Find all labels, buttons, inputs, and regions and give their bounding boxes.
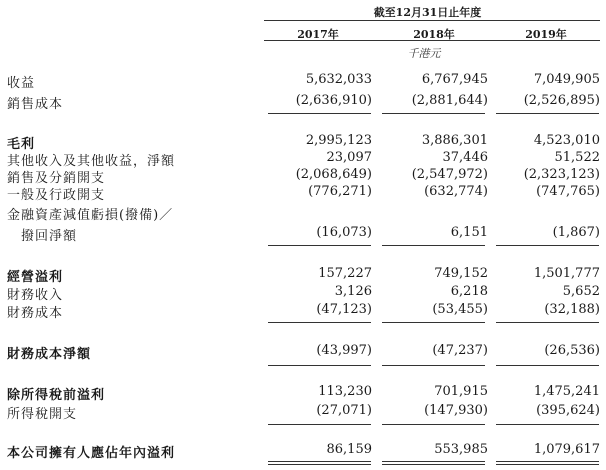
value-2017: (2,068,649) [295,167,372,182]
value-2017: (16,073) [316,225,372,240]
value-2017: 113,230 [318,384,372,399]
table-row [0,184,606,202]
value-2019: 51,522 [554,150,600,165]
value-2017: 2,995,123 [305,133,372,148]
subtotal-rule [496,245,599,246]
value-2017: (47,123) [316,302,372,317]
value-2018: 749,152 [434,266,488,281]
row-label: 所得稅開支 [7,407,78,422]
value-2019: (1,867) [552,225,600,240]
value-2018: (53,455) [432,302,488,317]
row-label: 其他收入及其他收益，淨額 [7,154,176,169]
value-2018: 6,151 [450,225,488,240]
value-2017: (2,636,910) [295,93,372,108]
table-row [0,133,606,151]
table-row [0,343,606,361]
table-row [0,403,606,421]
value-2019: (26,536) [544,343,600,358]
value-2018: 6,218 [450,284,488,299]
subtotal-rule [268,113,371,114]
value-2018: (2,881,644) [411,93,488,108]
column-header-2018: 2018年 [413,28,455,41]
row-label: 本公司擁有人應佔年內溢利 [7,446,176,461]
row-label: 財務收入 [7,288,64,303]
value-2019: (747,765) [536,184,600,199]
table-row [0,150,606,168]
table-row [0,442,606,460]
row-label: 財務成本淨額 [7,347,92,362]
subtotal-rule [382,245,485,246]
value-2019: 5,652 [562,284,600,299]
value-2017: 5,632,033 [305,72,372,87]
value-2019: 1,475,241 [533,384,600,399]
value-2019: (2,323,123) [523,167,600,182]
row-label: 收益 [7,76,36,91]
value-2018: (47,237) [432,343,488,358]
value-2018: 6,767,945 [421,72,488,87]
subtotal-rule [268,365,371,366]
row-label: 銷售成本 [7,97,64,112]
row-label: 金融資產減值虧損(撥備)／ [7,208,174,223]
table-row [0,302,606,320]
value-2017: 86,159 [326,442,372,457]
subtotal-rule [268,245,371,246]
subtotal-rule [496,424,599,425]
value-2019: 4,523,010 [533,133,600,148]
total-double-rule [382,461,485,465]
value-2017: 23,097 [326,150,372,165]
value-2018: (632,774) [424,184,488,199]
value-2017: (43,997) [316,343,372,358]
value-2018: 701,915 [434,384,488,399]
value-2019: 1,079,617 [533,442,600,457]
subtotal-rule [382,113,485,114]
value-2018: 553,985 [434,442,488,457]
table-row [0,384,606,402]
value-2018: (147,930) [424,403,488,418]
column-header-2017: 2017年 [297,28,339,41]
total-double-rule [268,461,371,465]
value-2018: (2,547,972) [411,167,488,182]
value-2017: (27,071) [316,403,372,418]
subtotal-rule [382,322,485,323]
subtotal-rule [496,322,599,323]
value-2017: 157,227 [318,266,372,281]
subtotal-rule [382,365,485,366]
total-double-rule [496,461,599,465]
row-label: 一般及行政開支 [7,188,106,203]
table-row [0,225,606,243]
table-row [0,167,606,185]
row-label: 經營溢利 [7,270,64,285]
subtotal-rule [496,113,599,114]
period-header-rule [264,20,600,21]
subtotal-rule [268,424,371,425]
table-row [0,93,606,111]
subtotal-rule [382,424,485,425]
period-header: 截至12月31日止年度 [373,6,482,19]
value-2017: (776,271) [308,184,372,199]
value-2018: 37,446 [442,150,488,165]
value-2019: 7,049,905 [533,72,600,87]
subtotal-rule [496,365,599,366]
subtotal-rule [268,322,371,323]
row-label: 財務成本 [7,306,64,321]
unit-label: 千港元 [407,47,441,60]
column-header-rule [264,40,600,41]
value-2019: (2,526,895) [523,93,600,108]
value-2019: (32,188) [544,302,600,317]
row-label: 銷售及分銷開支 [7,171,106,186]
row-label: 毛利 [7,137,36,152]
table-row [0,266,606,284]
table-row [0,284,606,302]
row-label: 撥回淨額 [7,229,78,244]
table-row [0,72,606,90]
column-header-2019: 2019年 [525,28,567,41]
value-2019: 1,501,777 [533,266,600,281]
row-label: 除所得稅前溢利 [7,388,106,403]
value-2019: (395,624) [536,403,600,418]
table-row [0,204,606,222]
value-2018: 3,886,301 [421,133,488,148]
value-2017: 3,126 [334,284,372,299]
